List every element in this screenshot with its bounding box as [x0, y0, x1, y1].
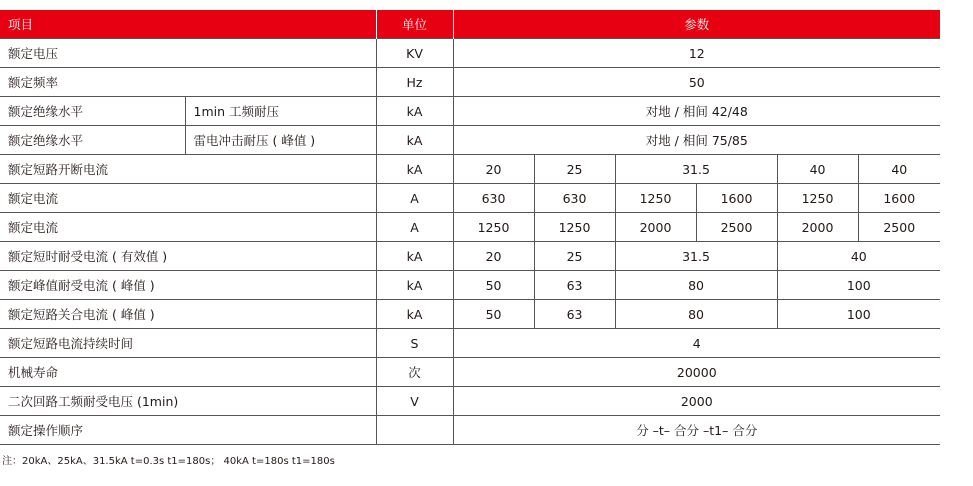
table-row — [0, 387, 940, 416]
row-value: 31.5 — [615, 242, 777, 271]
row-value: 50 — [453, 68, 940, 97]
header-item: 项目 — [0, 10, 376, 39]
row-label: 额定短路开断电流 — [0, 155, 376, 184]
row-value: 20 — [453, 155, 534, 184]
row-unit: kA — [376, 242, 453, 271]
row-value: 12 — [453, 39, 940, 68]
footnote: 注：20kA、25kA、31.5kA t=0.3s t1=180s； 40kA t=180s t1=180s — [2, 456, 335, 467]
row-unit: kA — [376, 155, 453, 184]
table-row — [0, 68, 940, 97]
table-row — [0, 213, 940, 242]
row-value: 630 — [534, 184, 615, 213]
row-value: 50 — [453, 271, 534, 300]
row-unit: kA — [376, 300, 453, 329]
table-row — [0, 358, 940, 387]
row-value: 20 — [453, 242, 534, 271]
row-unit: 次 — [376, 358, 453, 387]
row-label: 额定短时耐受电流 ( 有效值 ) — [0, 242, 376, 271]
row-value: 1600 — [696, 184, 777, 213]
row-value: 对地 / 相间 42/48 — [453, 97, 940, 126]
row-value: 1250 — [534, 213, 615, 242]
row-unit: kA — [376, 126, 453, 155]
row-value: 25 — [534, 242, 615, 271]
row-unit: S — [376, 329, 453, 358]
row-value: 1250 — [615, 184, 696, 213]
table-row — [0, 97, 940, 126]
row-unit: Hz — [376, 68, 453, 97]
table-row — [0, 184, 940, 213]
row-value: 80 — [615, 300, 777, 329]
row-value: 2000 — [615, 213, 696, 242]
row-value: 63 — [534, 271, 615, 300]
row-value: 4 — [453, 329, 940, 358]
row-label: 额定频率 — [0, 68, 376, 97]
row-value: 80 — [615, 271, 777, 300]
table-row — [0, 155, 940, 184]
row-value: 25 — [534, 155, 615, 184]
spec-table — [0, 10, 940, 445]
row-unit — [376, 416, 453, 445]
row-value: 1250 — [453, 213, 534, 242]
table-row — [0, 242, 940, 271]
row-unit: KV — [376, 39, 453, 68]
header-params: 参数 — [453, 10, 940, 39]
row-value: 63 — [534, 300, 615, 329]
row-label: 二次回路工频耐受电压 (1min) — [0, 387, 376, 416]
row-unit: kA — [376, 271, 453, 300]
table-header — [0, 10, 940, 39]
row-unit: V — [376, 387, 453, 416]
row-label: 额定绝缘水平 — [0, 126, 185, 155]
row-label: 额定短路电流持续时间 — [0, 329, 376, 358]
row-sublabel: 雷电冲击耐压 ( 峰值 ) — [185, 126, 376, 155]
table-row — [0, 300, 940, 329]
row-label: 额定短路关合电流 ( 峰值 ) — [0, 300, 376, 329]
row-value: 2000 — [777, 213, 858, 242]
row-value: 对地 / 相间 75/85 — [453, 126, 940, 155]
row-value: 630 — [453, 184, 534, 213]
table-row — [0, 126, 940, 155]
row-value: 31.5 — [615, 155, 777, 184]
table-row — [0, 416, 940, 445]
row-value: 20000 — [453, 358, 940, 387]
row-value: 40 — [777, 242, 940, 271]
row-label: 额定电流 — [0, 213, 376, 242]
row-label: 额定电压 — [0, 39, 376, 68]
row-value: 40 — [858, 155, 940, 184]
row-value: 50 — [453, 300, 534, 329]
row-sublabel: 1min 工频耐压 — [185, 97, 376, 126]
table-row — [0, 271, 940, 300]
row-unit: kA — [376, 97, 453, 126]
row-value: 2500 — [858, 213, 940, 242]
row-value: 100 — [777, 271, 940, 300]
row-label: 额定绝缘水平 — [0, 97, 185, 126]
row-value: 100 — [777, 300, 940, 329]
row-label: 额定峰值耐受电流 ( 峰值 ) — [0, 271, 376, 300]
table-row — [0, 39, 940, 68]
row-value: 2000 — [453, 387, 940, 416]
row-value: 分 –t– 合分 –t1– 合分 — [453, 416, 940, 445]
row-label: 额定电流 — [0, 184, 376, 213]
table-row — [0, 329, 940, 358]
row-label: 机械寿命 — [0, 358, 376, 387]
row-value: 40 — [777, 155, 858, 184]
row-unit: A — [376, 213, 453, 242]
header-unit: 单位 — [376, 10, 453, 39]
row-value: 1250 — [777, 184, 858, 213]
row-label: 额定操作顺序 — [0, 416, 376, 445]
row-unit: A — [376, 184, 453, 213]
row-value: 2500 — [696, 213, 777, 242]
row-value: 1600 — [858, 184, 940, 213]
